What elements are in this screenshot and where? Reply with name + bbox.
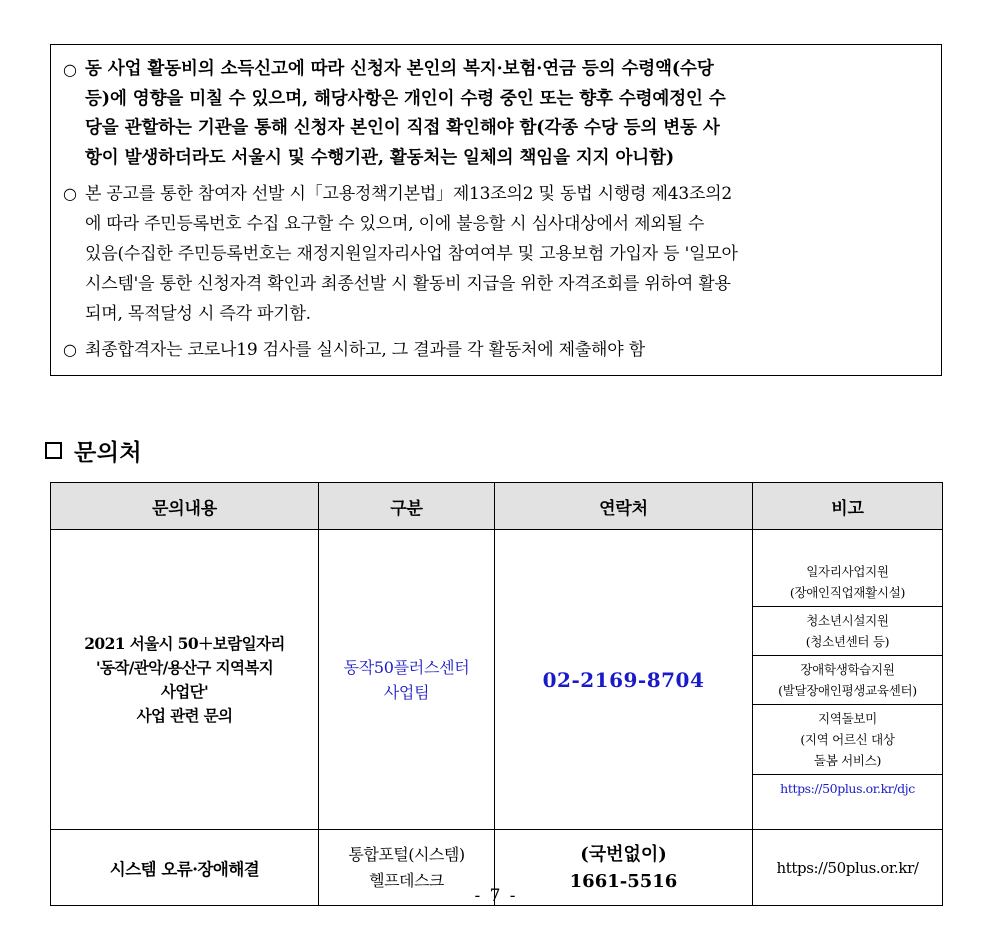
cell-inquiry-program bbox=[51, 530, 319, 830]
cell-phone-number bbox=[495, 530, 753, 830]
portal-url[interactable]: https://50plus.or.kr/ bbox=[776, 858, 919, 877]
remark-line: 청소년시설지원 bbox=[806, 612, 889, 628]
notice-line bbox=[85, 114, 927, 144]
contact-table-container bbox=[50, 482, 942, 906]
notice-line-text: 등)에 영향을 미칠 수 있으며, 해당사항은 개인이 수령 중인 또는 향후 수령예정인 수 bbox=[85, 88, 726, 109]
notice-bullet-2 bbox=[63, 179, 927, 329]
notice-bullet-3 bbox=[63, 335, 927, 365]
remark-line: 장애학생학습지원 bbox=[800, 661, 895, 677]
division-line: 통합포털(시스템) bbox=[348, 844, 465, 864]
notice-bullet-3-body bbox=[85, 335, 927, 365]
notice-bullet-2-body bbox=[85, 179, 927, 329]
notice-line-text: 동 사업 활동비의 소득신고에 따라 신청자 본인의 복지·보험·연금 등의 수령액(수당 bbox=[85, 59, 714, 79]
notice-box bbox=[50, 44, 942, 376]
square-bullet-icon bbox=[45, 442, 62, 459]
page-number: - 7 - bbox=[474, 886, 518, 906]
notice-line-text: 되며, 목적달성 시 즉각 파기함. bbox=[85, 304, 311, 324]
notice-bullet-1 bbox=[63, 55, 927, 173]
phone-number: 02-2169-8704 bbox=[542, 667, 705, 692]
column-header-inquiry: 문의내용 bbox=[51, 483, 319, 530]
remark-line: (지역 어르신 대상 bbox=[800, 731, 895, 747]
division-line: 동작50플러스센터 bbox=[343, 657, 470, 677]
phone-note: (국번없이) bbox=[580, 843, 667, 865]
notice-line bbox=[85, 239, 927, 269]
division-line: 사업팀 bbox=[383, 682, 430, 702]
remark-cell-local-care bbox=[753, 704, 942, 774]
column-header-division: 구분 bbox=[319, 483, 495, 530]
table-row bbox=[51, 530, 943, 830]
notice-line bbox=[85, 179, 927, 209]
notice-line-text: 최종합격자는 코로나19 검사를 실시하고, 그 결과를 각 활동처에 제출해야 함 bbox=[85, 340, 645, 360]
notice-line bbox=[85, 335, 927, 365]
column-header-remarks: 비고 bbox=[753, 483, 943, 530]
remark-row bbox=[753, 655, 942, 704]
notice-line-text: 에 따라 주민등록번호 수집 요구할 수 있으며, 이에 불응할 시 심사대상에서 제외될 수 bbox=[85, 214, 705, 234]
inquiry-line: 사업 관련 문의 bbox=[136, 705, 233, 725]
inquiry-line: 사업단' bbox=[160, 681, 209, 701]
cell-inquiry-system-error: 시스템 오류·장애해결 bbox=[51, 830, 319, 906]
remark-line: (청소년센터 등) bbox=[805, 633, 890, 649]
notice-line-text: 항이 발생하더라도 서울시 및 수행기관, 활동처는 일체의 책임을 지지 아니함) bbox=[85, 147, 675, 168]
contact-table bbox=[50, 482, 943, 906]
inquiry-line: 2021 서울시 50＋보람일자리 bbox=[84, 633, 285, 653]
notice-line bbox=[85, 144, 927, 174]
division-line: 헬프데스크 bbox=[369, 870, 444, 890]
remark-row bbox=[753, 704, 942, 774]
notice-line-text: 본 공고를 통한 참여자 선발 시「고용정책기본법」제13조의2 및 동법 시행령 제43조의2 bbox=[85, 184, 733, 204]
cell-remarks-group bbox=[753, 530, 943, 830]
remark-row bbox=[753, 606, 942, 655]
remark-line: 돌봄 서비스) bbox=[813, 752, 882, 768]
notice-line-text: 시스템'을 통한 신청자격 확인과 최종선발 시 활동비 지급을 위한 자격조회를 위하여 활용 bbox=[85, 274, 731, 294]
website-link[interactable]: https://50plus.or.kr/djc bbox=[780, 780, 915, 796]
remark-cell-disabled-student bbox=[753, 655, 942, 704]
remark-cell-job-support bbox=[753, 558, 942, 607]
remarks-subtable bbox=[753, 558, 942, 802]
section-heading bbox=[45, 434, 142, 467]
bullet-marker-icon: ○ bbox=[63, 184, 77, 203]
remark-cell-youth-facility bbox=[753, 606, 942, 655]
notice-line bbox=[85, 85, 927, 115]
notice-line bbox=[85, 55, 927, 85]
remark-line: (장애인직업재활시설) bbox=[789, 584, 906, 600]
bullet-marker-icon: ○ bbox=[63, 60, 77, 79]
remark-line: 지역돌보미 bbox=[818, 710, 877, 726]
remark-line: 일자리사업지원 bbox=[806, 563, 889, 579]
notice-bullet-1-body bbox=[85, 55, 927, 173]
phone-number: 1661-5516 bbox=[569, 870, 678, 892]
bullet-marker-icon: ○ bbox=[63, 340, 77, 359]
notice-line bbox=[85, 269, 927, 299]
remark-row bbox=[753, 774, 942, 802]
inquiry-line: '동작/관악/용산구 지역복지 bbox=[95, 657, 274, 677]
cell-division-center bbox=[319, 530, 495, 830]
table-header-row bbox=[51, 483, 943, 530]
remark-row bbox=[753, 558, 942, 607]
notice-line-text: 당을 관할하는 기관을 통해 신청자 본인이 직접 확인해야 함(각종 수당 등의 변동 사 bbox=[85, 118, 720, 138]
column-header-contact: 연락처 bbox=[495, 483, 753, 530]
notice-line bbox=[85, 299, 927, 329]
remark-line: (발달장애인평생교육센터) bbox=[778, 682, 917, 698]
remark-cell-website-link[interactable] bbox=[753, 774, 942, 802]
notice-line bbox=[85, 209, 927, 239]
notice-line-text: 있음(수집한 주민등록번호는 재정지원일자리사업 참여여부 및 고용보험 가입자 등 '일모아 bbox=[85, 244, 738, 264]
page-title: 문의처 bbox=[74, 440, 143, 466]
